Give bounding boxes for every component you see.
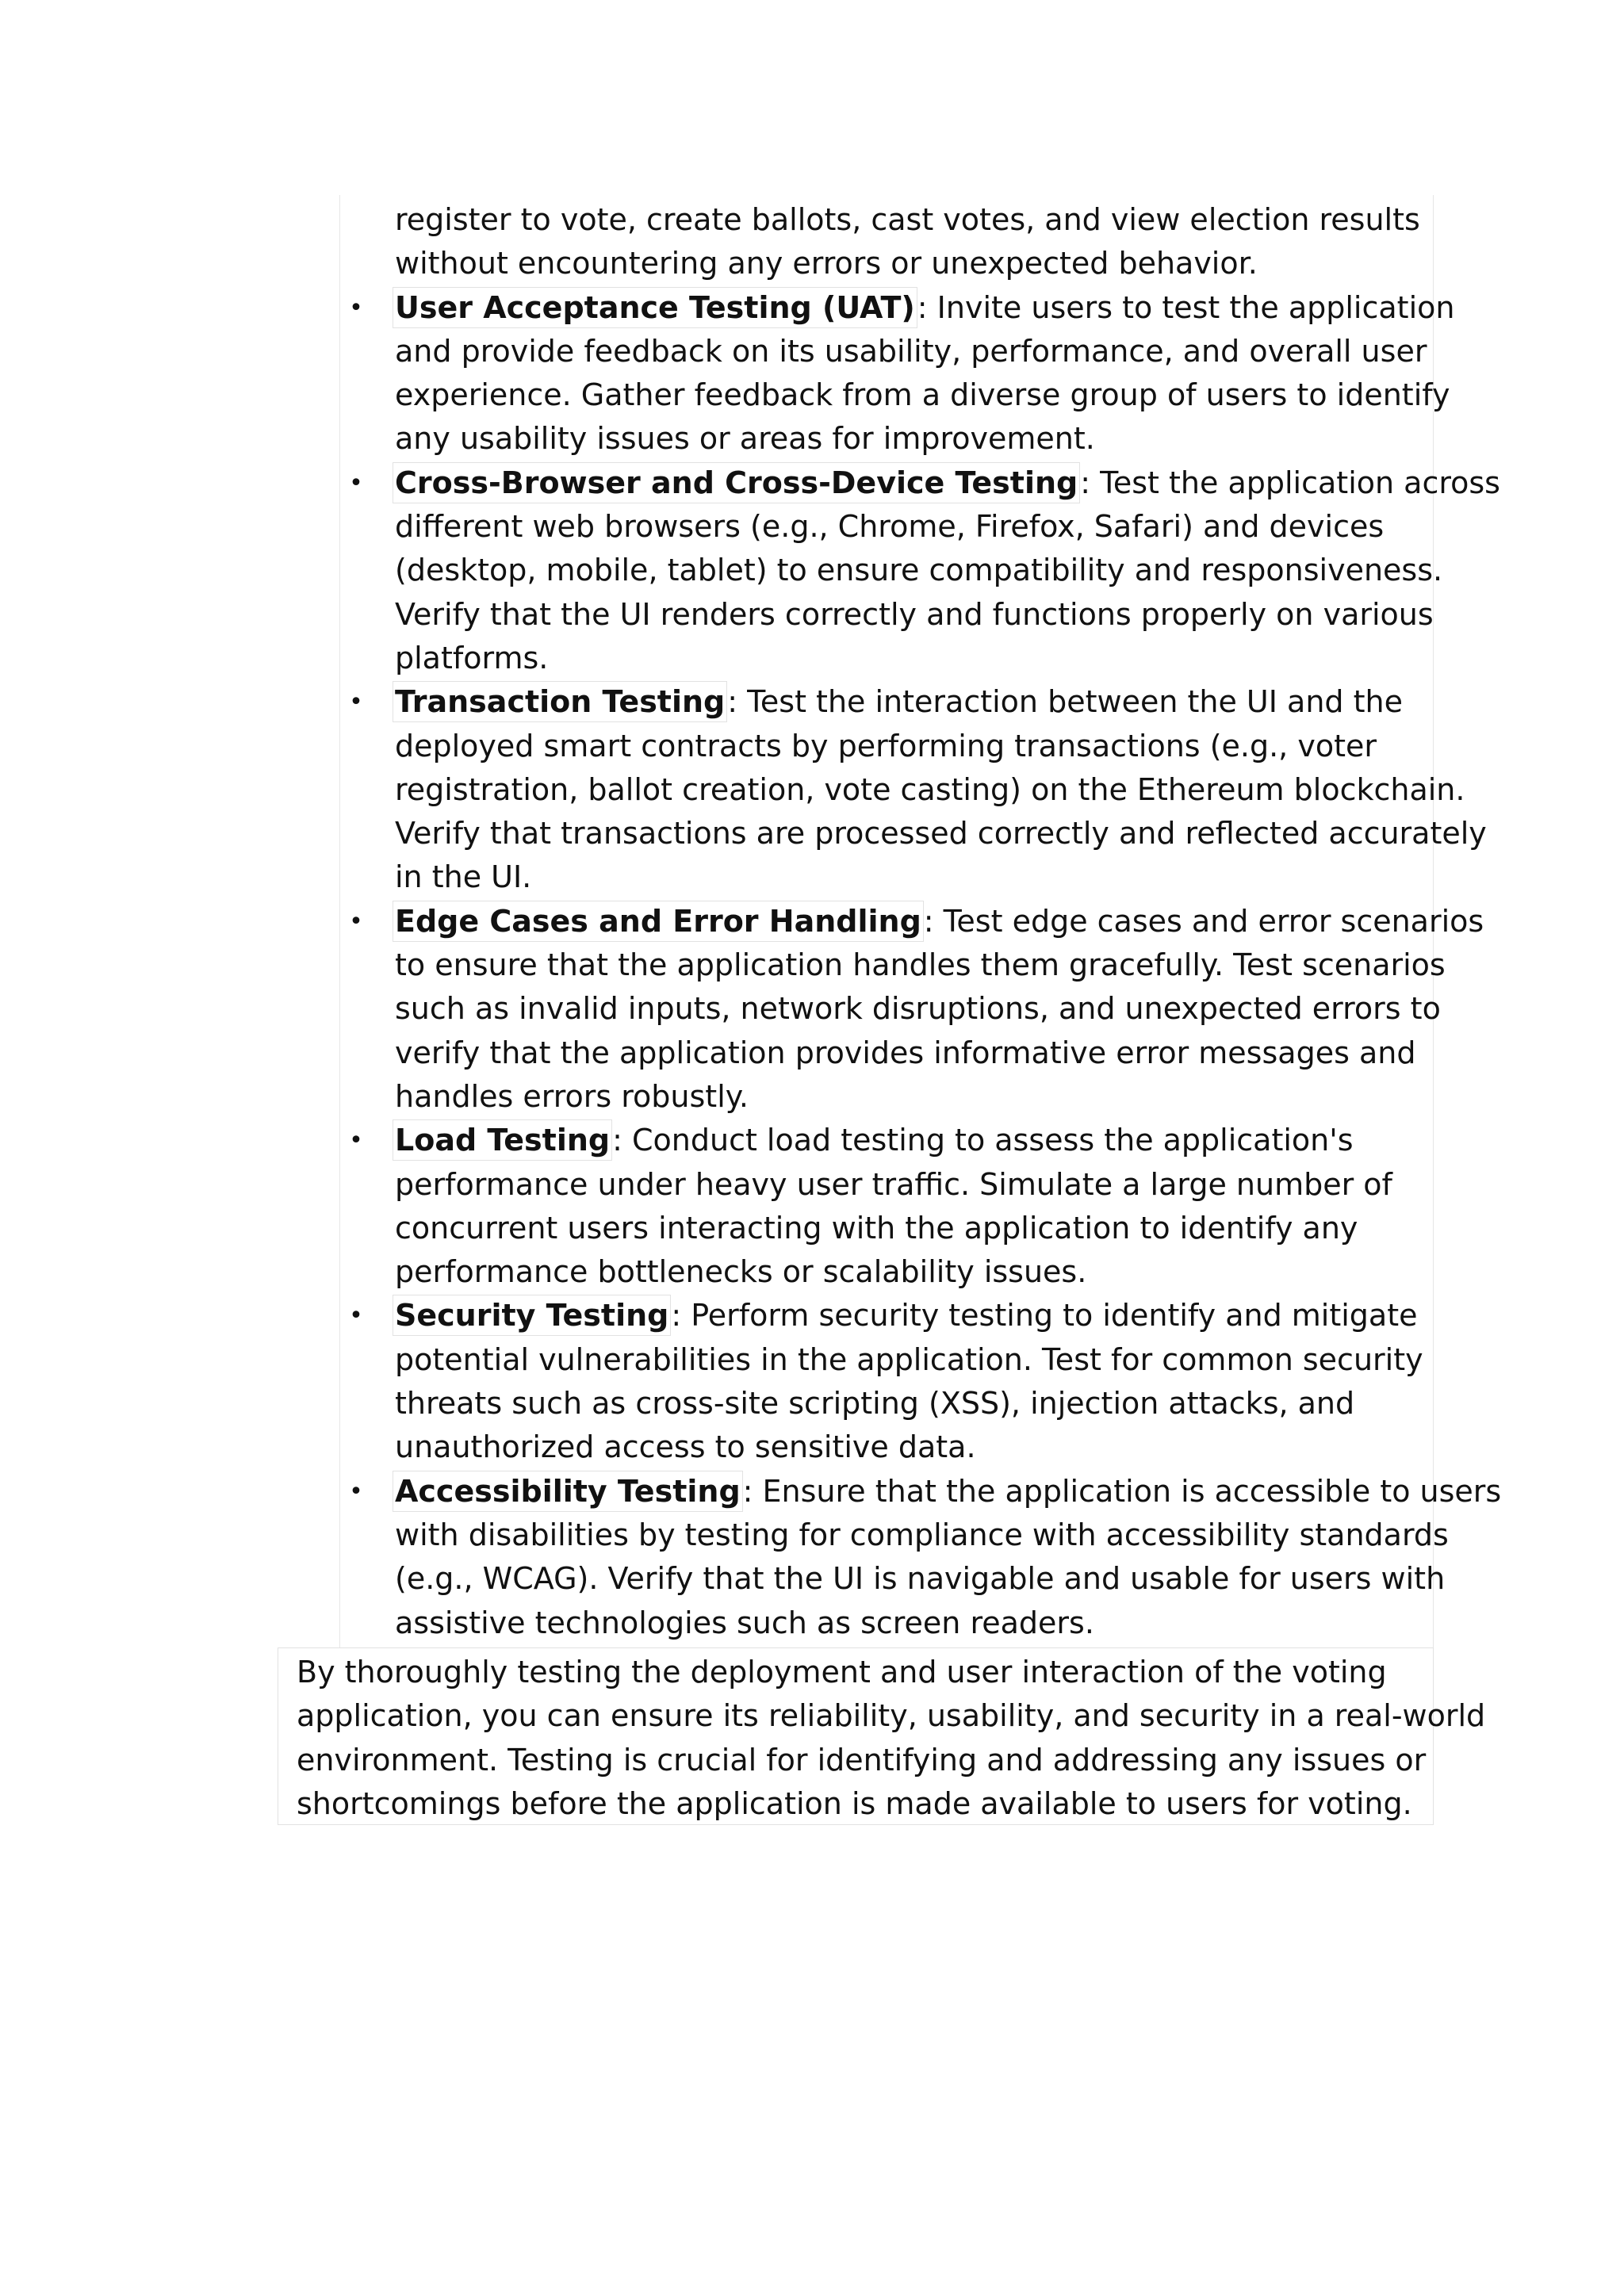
- conclusion-paragraph: [297, 1651, 1486, 1826]
- list-item-cross-browser-testing: [349, 461, 1500, 680]
- conclusion-line: By thoroughly testing the deployment and user interaction of the voting: [297, 1655, 1387, 1689]
- list-item-term: Cross-Browser and Cross-Device Testing: [393, 462, 1080, 503]
- bullet-icon: •: [349, 688, 363, 717]
- list-item-line: experience. Gather feedback from a diverse group of users to identify: [395, 377, 1450, 413]
- list-item-first-line: [395, 1119, 1434, 1162]
- list-item-term: Edge Cases and Error Handling: [393, 901, 924, 942]
- list-item-line: assistive technologies such as screen readers.: [395, 1605, 1094, 1640]
- list-item-term: Security Testing: [393, 1295, 671, 1336]
- list-item-text: : Perform security testing to identify and mitigate: [671, 1298, 1418, 1334]
- bullet-icon: •: [349, 1477, 363, 1506]
- list-item-line: in the UI.: [395, 859, 532, 895]
- list-item-line: such as invalid inputs, network disruptions, and unexpected errors to: [395, 991, 1441, 1027]
- intro-line: register to vote, create ballots, cast votes, and view election results: [395, 202, 1420, 237]
- list-item-line: any usability issues or areas for improvement.: [395, 421, 1095, 457]
- list-item-line: Verify that transactions are processed correctly and reflected accurately: [395, 816, 1487, 851]
- list-item-line: verify that the application provides informative error messages and: [395, 1035, 1416, 1070]
- list-item-accessibility-testing: [349, 1470, 1502, 1645]
- list-item-line: unauthorized access to sensitive data.: [395, 1429, 976, 1465]
- list-item-line: registration, ballot creation, vote casting) on the Ethereum blockchain.: [395, 771, 1465, 807]
- testing-list-block: [349, 198, 1502, 1645]
- list-item-line: performance bottlenecks or scalability issues.: [395, 1254, 1087, 1290]
- bullet-icon: •: [349, 907, 363, 936]
- list-item-first-line: [395, 1470, 1502, 1513]
- list-item-user-acceptance-testing: [349, 286, 1455, 461]
- list-item-line: (desktop, mobile, tablet) to ensure compatibility and responsiveness.: [395, 553, 1443, 588]
- list-item-line: different web browsers (e.g., Chrome, Firefox, Safari) and devices: [395, 509, 1385, 545]
- list-item-first-line: [395, 461, 1500, 505]
- bullet-icon: •: [349, 1127, 363, 1155]
- list-item-term: Accessibility Testing: [393, 1471, 743, 1512]
- list-item-text: : Invite users to test the application: [917, 289, 1455, 325]
- list-item-security-testing: [349, 1294, 1434, 1469]
- list-item-line: to ensure that the application handles them gracefully. Test scenarios: [395, 947, 1446, 983]
- bullet-icon: •: [349, 293, 363, 322]
- list-item-line: and provide feedback on its usability, performance, and overall user: [395, 333, 1427, 369]
- list-item-text: : Test the application across: [1080, 465, 1500, 500]
- list-item-line: with disabilities by testing for compliance with accessibility standards: [395, 1517, 1449, 1552]
- conclusion-line: application, you can ensure its reliability, usability, and security in a real-world: [297, 1698, 1486, 1734]
- list-item-line: handles errors robustly.: [395, 1078, 749, 1114]
- list-item-line: threats such as cross-site scripting (XSS), injection attacks, and: [395, 1386, 1355, 1422]
- list-item-line: deployed smart contracts by performing transactions (e.g., voter: [395, 728, 1377, 763]
- list-item-first-line: [395, 1294, 1434, 1337]
- list-item-line: concurrent users interacting with the application to identify any: [395, 1210, 1358, 1246]
- list-item-line: Verify that the UI renders correctly and functions properly on various: [395, 596, 1434, 632]
- list-item-text: : Conduct load testing to assess the application's: [612, 1123, 1354, 1158]
- list-item-term: Transaction Testing: [393, 681, 727, 722]
- list-item-edge-cases: [349, 900, 1484, 1119]
- list-item-first-line: [395, 900, 1484, 943]
- list-item-first-line: [395, 286, 1455, 330]
- list-item-term: User Acceptance Testing (UAT): [393, 287, 917, 328]
- list-item-line: platforms.: [395, 640, 549, 675]
- list-item-transaction-testing: [349, 680, 1487, 899]
- list-item-term: Load Testing: [393, 1119, 612, 1161]
- list-item-text: : Test the interaction between the UI and the: [727, 684, 1403, 720]
- list-item-line: potential vulnerabilities in the application. Test for common security: [395, 1341, 1423, 1377]
- conclusion-line: environment. Testing is crucial for identifying and addressing any issues or: [297, 1742, 1427, 1777]
- intro-line: without encountering any errors or unexpected behavior.: [395, 246, 1258, 281]
- list-item-first-line: [395, 680, 1434, 724]
- bullet-icon: •: [349, 1302, 363, 1330]
- list-item-line: performance under heavy user traffic. Simulate a large number of: [395, 1166, 1392, 1202]
- list-item-line: (e.g., WCAG). Verify that the UI is navigable and usable for users with: [395, 1561, 1446, 1597]
- bullet-icon: •: [349, 469, 363, 497]
- list-item-text: : Test edge cases and error scenarios: [923, 903, 1484, 939]
- list-item-load-testing: [349, 1119, 1434, 1294]
- list-item-text: : Ensure that the application is accessible to users: [742, 1473, 1502, 1509]
- conclusion-line: shortcomings before the application is made available to users for voting.: [297, 1785, 1412, 1821]
